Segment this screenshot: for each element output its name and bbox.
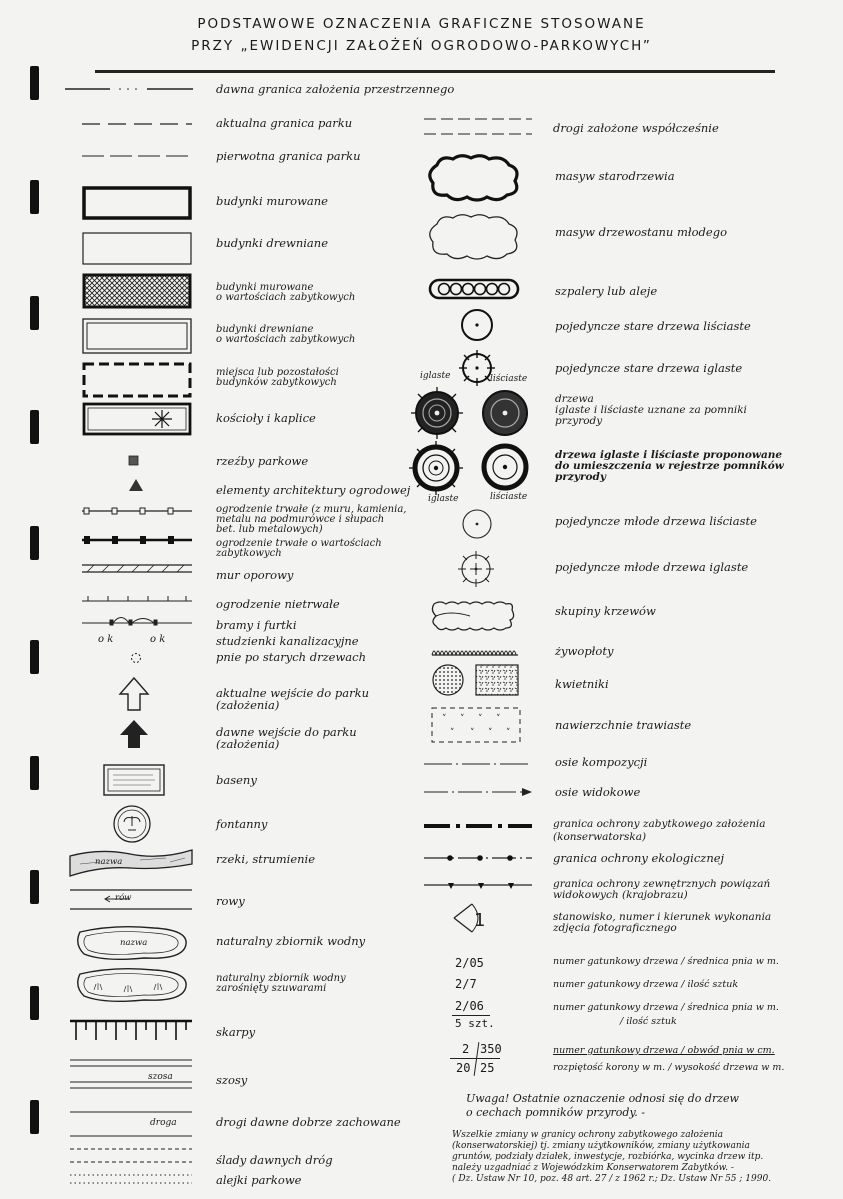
- conservation-border-icon: [424, 821, 532, 831]
- slope-icon: [70, 1018, 192, 1044]
- tree-number-label: numer gatunkowy drzewa / ilość sztuk: [553, 979, 739, 990]
- legend-label: naturalny zbiornik wodny: [216, 934, 366, 948]
- legend-label: pierwotna granica parku: [216, 149, 361, 163]
- legend-label: kościoły i kaplice: [216, 411, 316, 425]
- stump-icon: [130, 652, 142, 664]
- retaining-wall-icon: [82, 562, 192, 576]
- svg-text:1: 1: [474, 910, 486, 931]
- conifer-caption: iglaste: [420, 371, 451, 381]
- remark-note: Uwaga! Ostatnie oznaczenie odnosi się do drzew o cechach pomników przyrody. -: [466, 1092, 739, 1119]
- arrow-filled-icon: [118, 718, 150, 750]
- tree-number-notation: 25: [480, 1061, 495, 1075]
- legend-label: mur oporowy: [216, 568, 294, 582]
- road-label: szosa: [148, 1072, 173, 1082]
- double-rectangle-icon: [82, 318, 192, 354]
- page-subtitle: PRZY „EWIDENCJI ZAŁOŻEŃ OGRODOWO-PARKOWYCH”: [191, 38, 652, 54]
- legend-label: fontanny: [216, 817, 268, 831]
- pool-icon: [103, 764, 165, 796]
- triangle-icon: [128, 478, 144, 492]
- river-icon: [70, 846, 192, 886]
- hatched-rectangle-icon: [82, 273, 192, 309]
- tree-number-notation: 2/05: [455, 956, 484, 970]
- legend-label: dawna granica założenia przestrzennego: [216, 82, 455, 96]
- dashed-rectangle-icon: [82, 362, 192, 398]
- legend-label: aktualne wejście do parku (założenia): [216, 686, 369, 712]
- legend-label: pnie po starych drzewach: [216, 650, 366, 664]
- thin-rectangle-icon: [82, 232, 192, 266]
- legend-label: drogi założone współcześnie: [553, 121, 719, 135]
- young-trees-mass-icon: [425, 212, 523, 262]
- road-icon: [70, 1058, 192, 1090]
- manhole-label: o k: [98, 634, 114, 645]
- tree-row-icon: [428, 278, 520, 300]
- legend-label: studzienki kanalizacyjne: [216, 634, 359, 648]
- legend-label: budynki drewniane o wartościach zabytkowych: [216, 324, 356, 345]
- tree-number-label: / ilość sztuk: [620, 1016, 677, 1027]
- traces-icon: [70, 1146, 192, 1166]
- river-name-label: nazwa: [95, 857, 123, 867]
- legend-label: miejsca lub pozostałości budynków zabytkowych: [216, 367, 339, 388]
- young-deciduous-tree-icon: [461, 508, 493, 540]
- legend-label: dawne wejście do parku (założenia): [216, 725, 357, 751]
- hedge-icon: [432, 645, 518, 657]
- legend-label: drzewa iglaste i liściaste proponowane do umieszczenia w rejestrze pomników przyrody: [555, 449, 784, 483]
- binder-hole: [30, 180, 39, 214]
- deciduous-caption: liściaste: [490, 492, 528, 502]
- legend-label: osie widokowe: [555, 785, 641, 799]
- legend-label: ogrodzenie trwałe o wartościach zabytkowych: [216, 538, 382, 559]
- svg-text:˅: ˅: [496, 714, 501, 724]
- tree-number-notation: 350: [480, 1042, 502, 1056]
- square-icon: [128, 455, 140, 467]
- shrubs-icon: [430, 598, 518, 634]
- legend-label: osie kompozycji: [555, 755, 648, 769]
- legend-label: budynki murowane: [216, 194, 328, 208]
- dashed-line-icon: [82, 120, 192, 128]
- binder-hole: [30, 526, 39, 560]
- svg-text:˅: ˅: [478, 714, 483, 724]
- svg-text:˅: ˅: [442, 714, 447, 724]
- pond-name-label: nazwa: [120, 938, 148, 948]
- svg-text:˅: ˅: [470, 728, 475, 738]
- legend-label: skarpy: [216, 1025, 256, 1039]
- thick-rectangle-icon: [82, 186, 192, 220]
- legend-label: skupiny krzewów: [555, 604, 656, 618]
- binder-hole: [30, 296, 39, 330]
- legend-label: granica ochrony zewnętrznych powiązań widokowych (krajobrazu): [553, 878, 771, 901]
- landscape-border-icon: [424, 881, 532, 891]
- legend-label: bramy i furtki: [216, 618, 297, 632]
- monument-conifer-icon: [410, 386, 464, 440]
- legend-label: rowy: [216, 894, 245, 908]
- flowerbed-icon: [430, 662, 522, 698]
- photo-point-icon: [446, 898, 490, 938]
- legend-label: stanowisko, numer i kierunek wykonania zdjęcia fotograficznego: [553, 911, 772, 934]
- tree-number-notation: 2/7: [455, 977, 477, 991]
- conifer-caption: iglaste: [428, 494, 459, 504]
- legend-label: budynki murowane o wartościach zabytkowych: [216, 282, 356, 303]
- deciduous-caption: liściaste: [490, 374, 528, 384]
- fraction-bar: [452, 1015, 490, 1016]
- tree-number-label: rozpiętość korony w m. / wysokość drzewa w m.: [553, 1062, 785, 1073]
- binder-hole: [30, 1100, 39, 1134]
- svg-text:˅: ˅: [488, 728, 493, 738]
- legend-label: rzeźby parkowe: [216, 454, 309, 468]
- fence-temporary-icon: [82, 594, 192, 604]
- monument-deciduous-icon: [480, 388, 530, 438]
- legend-label: żywopłoty: [555, 644, 614, 658]
- legend-label: aktualna granica parku: [216, 116, 353, 130]
- legend-label: pojedyncze młode drzewa liściaste: [555, 514, 757, 528]
- legend-label: naturalny zbiornik wodny zarośnięty szuwarami: [216, 973, 346, 994]
- legend-label: budynki drewniane: [216, 236, 328, 250]
- tree-number-label: numer gatunkowy drzewa / średnica pnia w m.: [553, 956, 779, 967]
- fraction-divider: [474, 1042, 480, 1076]
- manhole-label: o k: [150, 634, 166, 645]
- binder-hole: [30, 870, 39, 904]
- fence-solid-icon: [82, 535, 192, 545]
- legend-label: pojedyncze stare drzewa liściaste: [555, 319, 751, 333]
- old-road-label: droga: [150, 1118, 177, 1128]
- proposed-conifer-icon: [408, 440, 464, 496]
- binder-hole: [30, 986, 39, 1020]
- svg-text:˅: ˅: [506, 728, 511, 738]
- legend-label: nawierzchnie trawiaste: [555, 718, 692, 732]
- long-dash-line-icon: [82, 152, 192, 160]
- tree-number-notation: 5 szt.: [455, 1017, 495, 1030]
- legend-label: pojedyncze stare drzewa iglaste: [555, 361, 743, 375]
- alley-icon: [70, 1172, 192, 1186]
- legend-label: baseny: [216, 773, 257, 787]
- proposed-deciduous-icon: [480, 442, 530, 492]
- reed-pond-icon: [74, 966, 190, 1006]
- legend-label: szpalery lub aleje: [555, 284, 658, 298]
- legend-label: ogrodzenie nietrwałe: [216, 597, 340, 611]
- tree-number-notation: 2/06: [455, 999, 484, 1013]
- view-axis-icon: [424, 787, 532, 797]
- tree-number-notation: 2: [462, 1042, 470, 1056]
- legal-note: Wszelkie zmiany w granicy ochrony zabytkowego założenia (konserwatorskiej) tj. zmiany użytkowników, zmiany użytkowania gruntów, podziały działek, inwestycje, rozbiórka, wycinka drzew itp. należy uzgadniać z Wojewódzkim Konserwatorem Zabytków. - ( Dz. Ustaw Nr 10, poz. 48 art. 27 / z 1962 r.; Dz. Ustaw Nr 55 ; 1990.: [452, 1130, 772, 1184]
- tree-number-notation: 20: [456, 1061, 471, 1075]
- legend-label: masyw starodrzewia: [555, 169, 675, 183]
- legend-label: masyw drzewostanu młodego: [555, 225, 728, 239]
- svg-text:˅: ˅: [460, 714, 465, 724]
- ditch-label: rów: [115, 893, 132, 903]
- legend-label: kwietniki: [555, 677, 609, 691]
- grass-icon: [430, 706, 522, 744]
- page-title: PODSTAWOWE OZNACZENIA GRAFICZNE STOSOWANE: [197, 16, 646, 32]
- binder-hole: [30, 756, 39, 790]
- legend-label: ogrodzenie trwałe (z muru, kamienia, metalu na podmurówce i słupach bet. lub metalowych): [216, 504, 407, 535]
- legend-label: granica ochrony ekologicznej: [553, 851, 725, 865]
- svg-text:˅: ˅: [450, 728, 455, 738]
- church-rectangle-icon: [82, 402, 192, 436]
- legend-label: elementy architektury ogrodowej: [216, 483, 411, 497]
- old-deciduous-tree-icon: [460, 308, 494, 342]
- legend-label: ślady dawnych dróg: [216, 1153, 333, 1167]
- title-rule: [95, 70, 775, 73]
- binder-hole: [30, 640, 39, 674]
- dashed-dot-line-icon: [65, 84, 193, 94]
- fence-open-icon: [82, 506, 192, 516]
- composition-axis-icon: [424, 760, 532, 768]
- legend-label: rzeki, strumienie: [216, 852, 316, 866]
- modern-road-icon: [424, 116, 532, 138]
- legend-label: pojedyncze młode drzewa iglaste: [555, 560, 749, 574]
- legend-label: drogi dawne dobrze zachowane: [216, 1115, 401, 1129]
- binder-hole: [30, 410, 39, 444]
- legend-label: drzewa iglaste i liściaste uznane za pomniki przyrody: [555, 393, 747, 427]
- old-trees-mass-icon: [425, 153, 523, 203]
- arrow-outline-icon: [118, 676, 150, 712]
- tree-number-label: numer gatunkowy drzewa / średnica pnia w m.: [553, 1002, 779, 1013]
- tree-number-label: numer gatunkowy drzewa / obwód pnia w cm.: [553, 1045, 775, 1056]
- gate-icon: [82, 612, 192, 626]
- legend-label: granica ochrony zabytkowego założenia (konserwatorska): [553, 818, 766, 843]
- fountain-icon: [112, 804, 152, 844]
- young-conifer-tree-icon: [456, 549, 496, 589]
- binder-hole: [30, 66, 39, 100]
- ecological-border-icon: [424, 853, 532, 863]
- legend-label: szosy: [216, 1073, 248, 1087]
- legend-label: alejki parkowe: [216, 1173, 302, 1187]
